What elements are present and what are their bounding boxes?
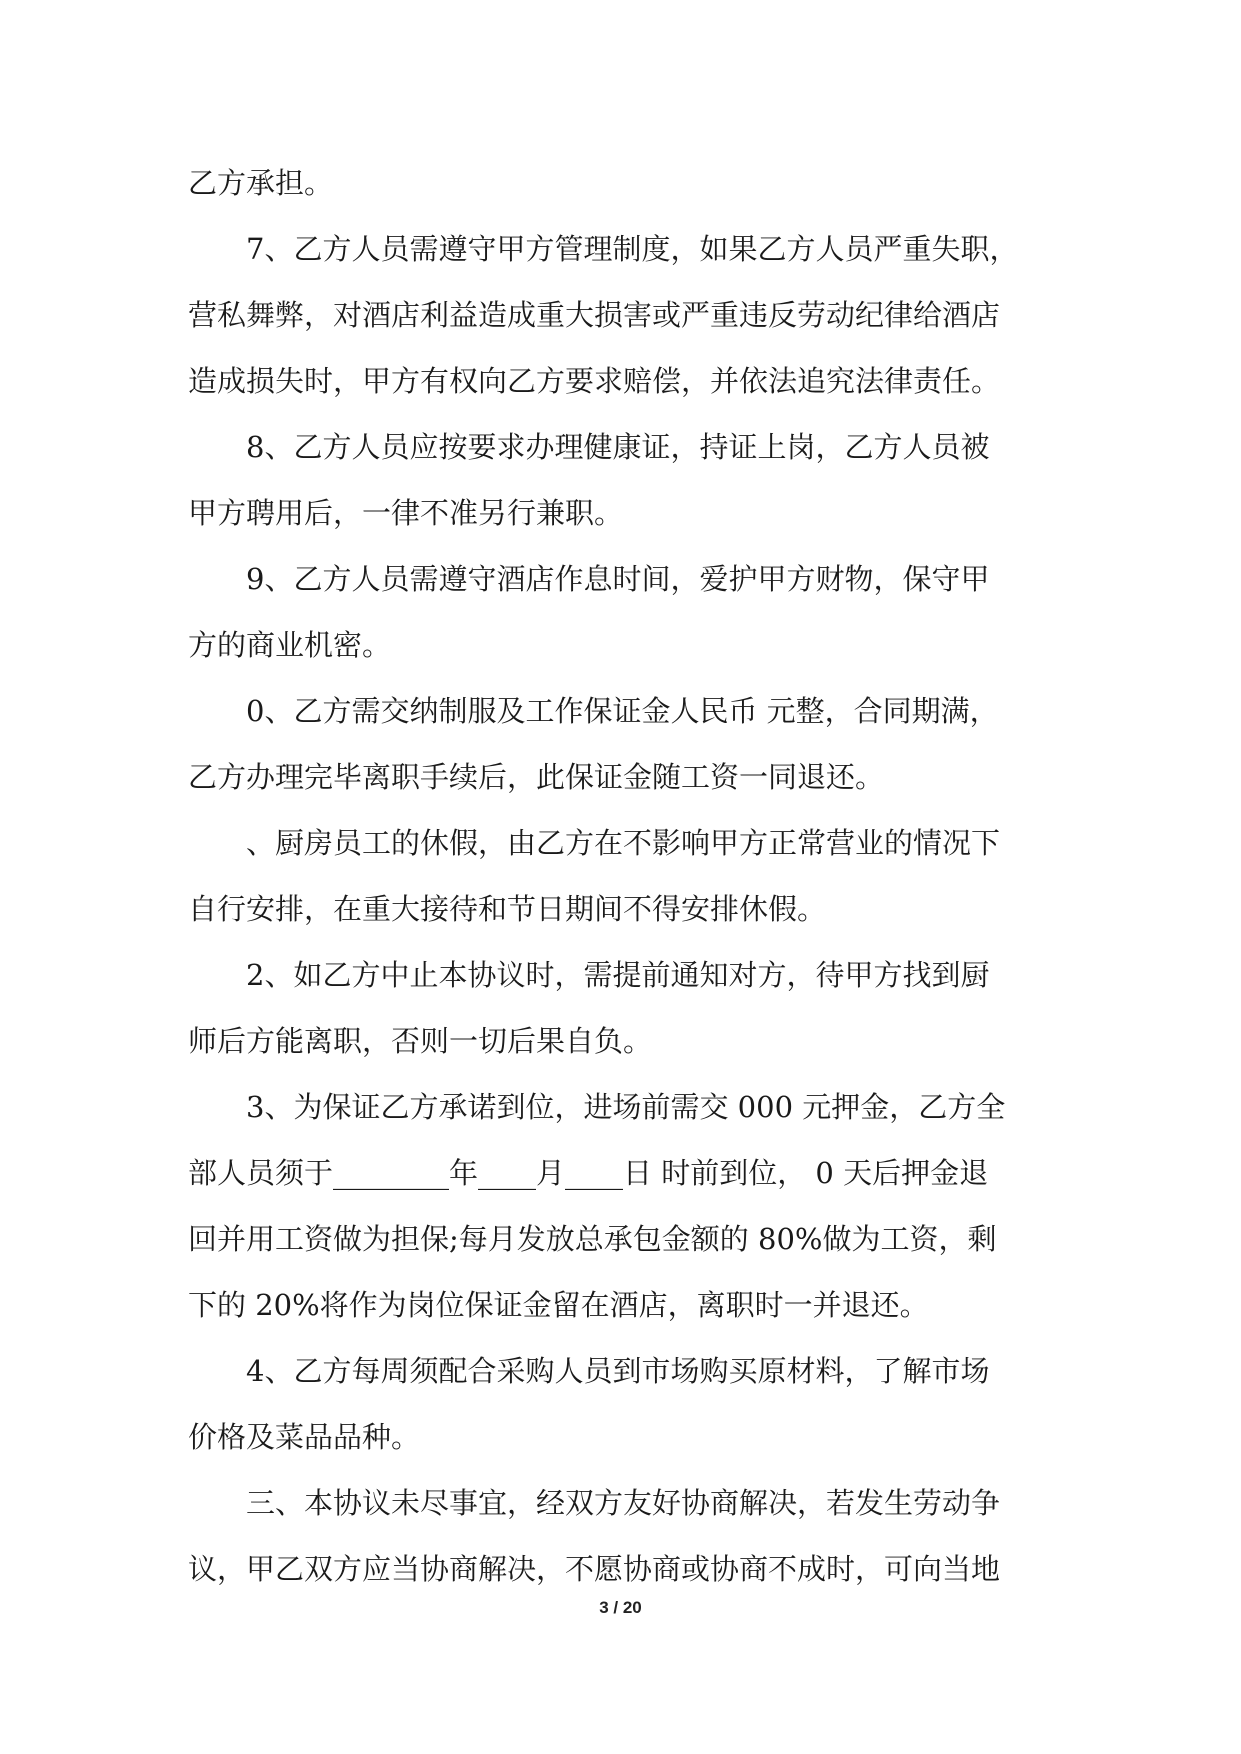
text-line: 部人员须于________年____月____日 时前到位， 0 天后押金退 [188,1156,989,1190]
document-body [188,150,1052,1602]
text-line: 造成损失时，甲方有权向乙方要求赔偿，并依法追究法律责任。 [188,364,1001,398]
text-line: 8、乙方人员应按要求办理健康证，持证上岗，乙方人员被 [246,430,990,464]
text-line: 0、乙方需交纳制服及工作保证金人民币 元整，合同期满， [246,694,999,728]
text-line: 乙方办理完毕离职手续后，此保证金随工资一同退还。 [188,760,885,794]
text-line: 营私舞弊，对酒店利益造成重大损害或严重违反劳动纪律给酒店 [188,298,1001,332]
text-line: 三、本协议未尽事宜，经双方友好协商解决，若发生劳动争 [246,1486,1001,1520]
text-line: 回并用工资做为担保;每月发放总承包金额的 80%做为工资，剩 [188,1222,997,1256]
text-line: 甲方聘用后，一律不准另行兼职。 [188,496,624,530]
text-line: 方的商业机密。 [188,628,392,662]
text-line: 乙方承担。 [188,166,334,200]
text-line: 师后方能离职，否则一切后果自负。 [188,1024,653,1058]
text-line: 9、乙方人员需遵守酒店作息时间，爱护甲方财物，保守甲 [246,562,990,596]
text-line: 7、乙方人员需遵守甲方管理制度，如果乙方人员严重失职， [246,232,1019,266]
text-line: 、厨房员工的休假，由乙方在不影响甲方正常营业的情况下 [246,826,1001,860]
text-line: 价格及菜品品种。 [188,1420,421,1454]
text-line: 议，甲乙双方应当协商解决，不愿协商或协商不成时，可向当地 [188,1552,1001,1586]
text-line: 2、如乙方中止本协议时，需提前通知对方，待甲方找到厨 [246,958,990,992]
page-number: 3 / 20 [599,1598,642,1617]
text-line: 自行安排，在重大接待和节日期间不得安排休假。 [188,892,827,926]
text-line: 3、为保证乙方承诺到位，进场前需交 000 元押金，乙方全 [246,1090,1006,1124]
text-line: 4、乙方每周须配合采购人员到市场购买原材料，了解市场 [246,1354,990,1388]
text-line: 下的 20%将作为岗位保证金留在酒店，离职时一并退还。 [188,1288,929,1322]
